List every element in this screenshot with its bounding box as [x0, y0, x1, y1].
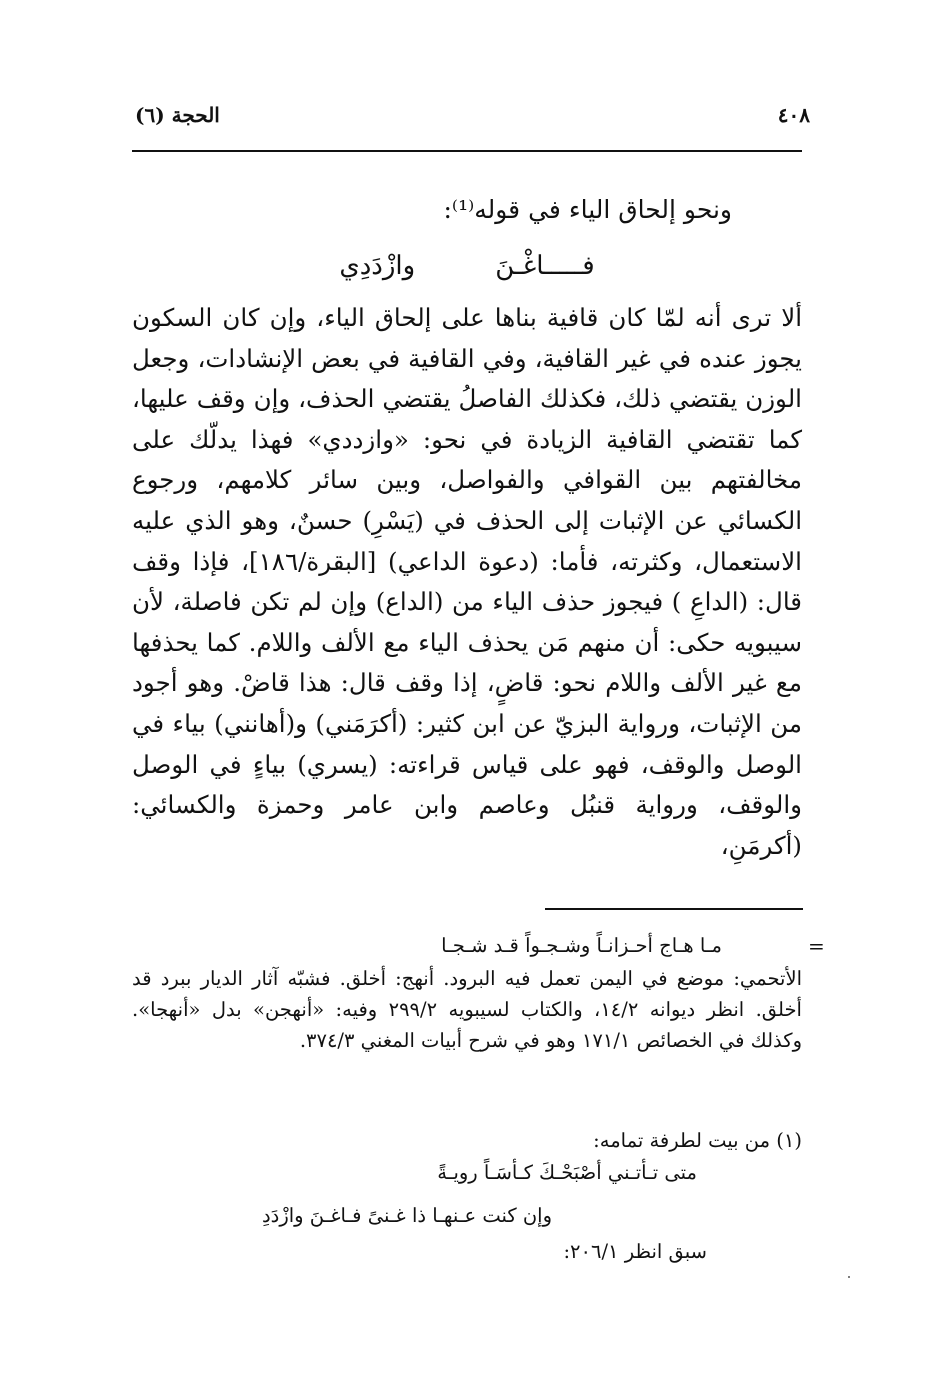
footnote-continuation-mark: = [808, 934, 825, 958]
intro-line: ونحو إلحاق الياء في قوله⁽¹⁾: [443, 195, 732, 224]
running-title: الحجة (٦) [135, 103, 220, 127]
footnote-1-reference: سبق انظر ٢٠٦/١: [563, 1240, 707, 1263]
footnote-1-intro: (١) من بيت لطرفة تمامه: [593, 1129, 802, 1152]
verse-line [132, 246, 802, 286]
verse-part-2: وازْدَدِي [339, 251, 416, 281]
header-rule [132, 150, 802, 152]
page-number: ٤٠٨ [777, 103, 810, 127]
footnote-1-verse-2: وإن كنت عـنهـا ذا غـنىً فـاغـنَ وازْدَدِ [261, 1204, 552, 1227]
footnote-1-verse-1: متى تـأتـني أصْبَحْـكَ كـأسَـاً رويـةً [437, 1161, 697, 1184]
footnote-rule [545, 908, 803, 910]
scan-speck [848, 1276, 850, 1278]
main-paragraph-text: ألا ترى أنه لمّا كان قافية بناها على إلحاق الياء، وإن كان السكون يجوز عنده في غير القافية، وفي القافية في بعض الإنشادات، وجعل الوزن يقتضي ذلك، فكذلك الفاصلُ يقتضي الحذف، وإن وقف عليها، كما تقتضي القافية الزيادة في نحو: «وازددي» فهذا يدلّك على مخالفتهم بين القوافي والفواصل، وبين سائر كلامهم، ورجوع الكسائي عن الإثبات إلى الحذف في (يَسْرِ) حسنٌ، وهو الذي عليه الاستعمال، وكثرته، فأما: (دعوة الداعي) [البقرة/١٨٦]، فإذا وقف قال: (الداعِ ) فيجوز حذف الياء من (الداع) وإن لم تكن فاصلة، لأن سيبويه حكى: أن منهم مَن يحذف الياء مع الألف واللام. كما يحذفها مع غير الألف واللام نحو: قاضٍ، إذا وقف قال: هذا قاضْ. وهو أجود من الإثبات، ورواية البزيّ عن ابن كثير: (أكرَمَني) و(أهانني) بياء في الوصل والوقف، فهو على قياس قراءته: (يسري) بياءٍ في الوصل والوقف، ورواية قنبُل وعاصم وابن عامر وحمزة والكسائي: (أكرمَنِ، [132, 303, 802, 860]
footnote-verse: مـا هـاج أحـزانـاً وشـجـواً قـد شـجـا [441, 934, 722, 957]
main-paragraph [132, 298, 802, 866]
footnote-commentary: الأتحمي: موضع في اليمن تعمل فيه البرود. أنهج: أخلق. فشبّه آثار الديار ببرد قد أخلق. انظر ديوانه ١٤/٢، والكتاب لسيبويه ٢٩٩/٢ وفيه: «أنهجن» بدل «أنهجا». وكذلك في الخصائص ١٧١/١ وهو في شرح أبيات المغني ٣٧٤/٣. [132, 967, 802, 1052]
verse-part-1: فـــــاغْـنَ [495, 251, 595, 281]
